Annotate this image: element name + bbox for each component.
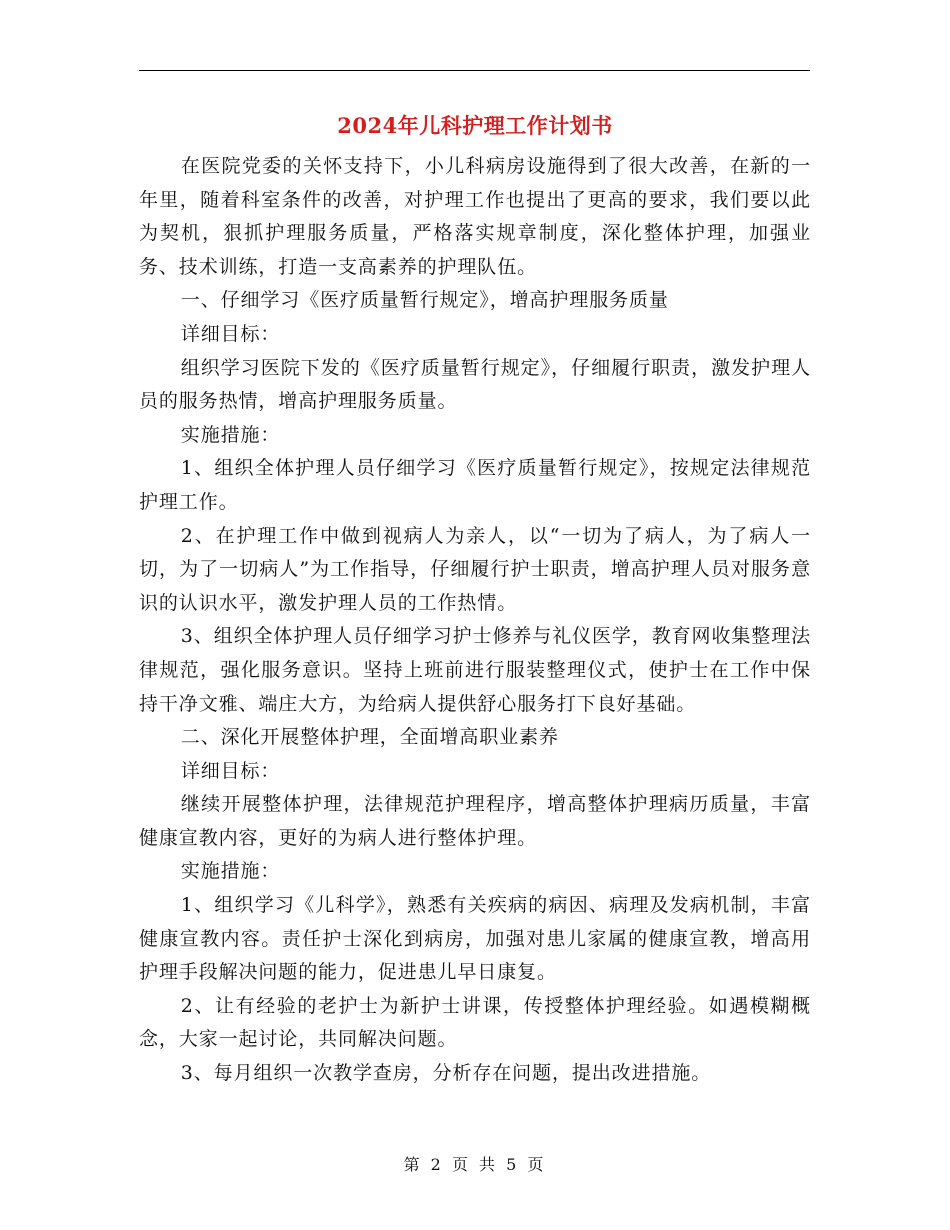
measure-1-3: 3、组织全体护理人员仔细学习护士修养与礼仪医学，教育网收集整理法律规范，强化服务意识。坚持上班前进行服装整理仪式，使护士在工作中保持干净文雅、端庄大方，为给病人提供舒心服务打下良好基础。 xyxy=(139,625,811,715)
measure-1-1: 1、组织全体护理人员仔细学习《医疗质量暂行规定》，按规定法律规范护理工作。 xyxy=(139,457,811,513)
paragraph-goal-2: 继续开展整体护理，法律规范护理程序，增高整体护理病历质量，丰富健康宣教内容，更好的为病人进行整体护理。 xyxy=(139,793,811,849)
document-title: 2024年儿科护理工作计划书 xyxy=(337,113,613,138)
document-body xyxy=(139,150,811,1091)
page-footer: 第 2 页 共 5 页 xyxy=(403,1155,547,1174)
subheading-measures-2: 实施措施： xyxy=(180,860,281,883)
measure-1-2: 2、在护理工作中做到视病人为亲人，以“一切为了病人，为了病人一切，为了一切病人”为工作指导，仔细履行护士职责，增高护理人员对服务意识的认识水平，激发护理人员的工作热情。 xyxy=(139,524,811,614)
measure-2-2: 2、让有经验的老护士为新护士讲课，传授整体护理经验。如遇模糊概念，大家一起讨论，共同解决问题。 xyxy=(139,994,811,1051)
subheading-measures-1: 实施措施： xyxy=(180,423,281,446)
paragraph-intro: 在医院党委的关怀支持下，小儿科病房设施得到了很大改善，在新的一年里，随着科室条件的改善，对护理工作也提出了更高的要求，我们要以此为契机，狠抓护理服务质量，严格落实规章制度，深化整体护理，加强业务、技术训练，打造一支高素养的护理队伍。 xyxy=(139,155,811,278)
header-rule xyxy=(139,70,810,71)
measure-2-1: 1、组织学习《儿科学》，熟悉有关疾病的病因、病理及发病机制，丰富健康宣教内容。责任护士深化到病房，加强对患儿家属的健康宣教，增高用护理手段解决问题的能力，促进患儿早日康复。 xyxy=(139,894,811,984)
subheading-goal-1: 详细目标： xyxy=(180,322,281,345)
section-heading-2: 二、深化开展整体护理，全面增高职业素养 xyxy=(180,726,559,749)
subheading-goal-2: 详细目标： xyxy=(180,759,281,782)
section-heading-1: 一、仔细学习《医疗质量暂行规定》，增高护理服务质量 xyxy=(180,289,669,312)
measure-2-3: 3、每月组织一次教学查房，分析存在问题，提出改进措施。 xyxy=(180,1062,712,1085)
paragraph-goal-1: 组织学习医院下发的《医疗质量暂行规定》，仔细履行职责，激发护理人员的服务热情，增高护理服务质量。 xyxy=(139,356,811,413)
